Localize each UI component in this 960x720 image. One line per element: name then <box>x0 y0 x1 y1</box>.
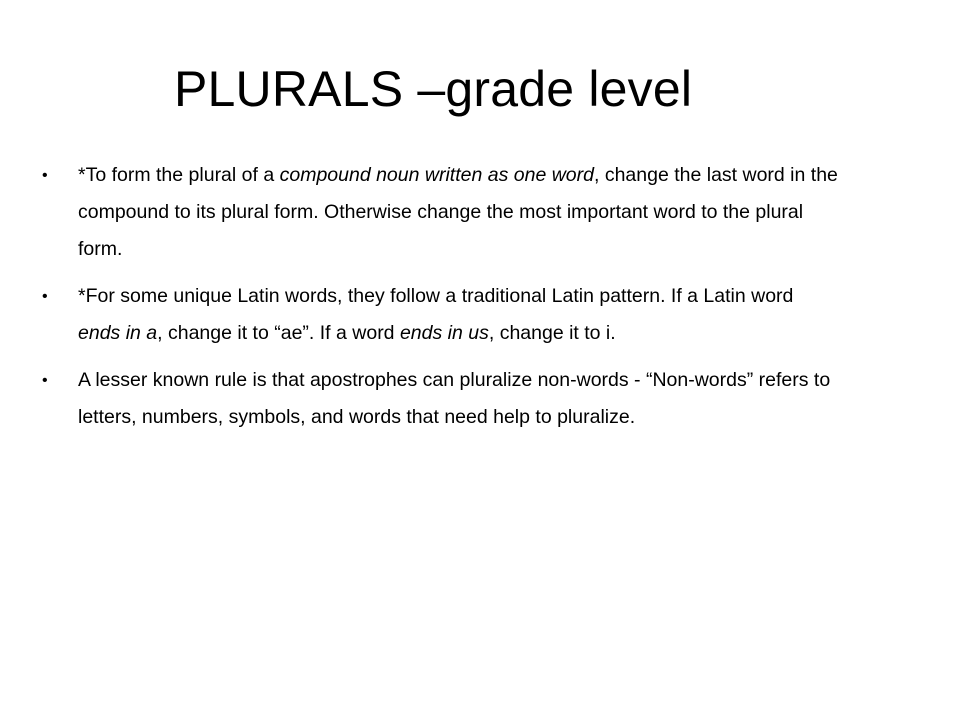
bullet-2-italic-segment: ends in us <box>399 322 489 344</box>
bullet-item-1 <box>40 157 840 268</box>
bullet-1-italic-segment: compound noun written as one word <box>279 164 594 186</box>
bullet-text-2 <box>78 285 793 344</box>
bullet-2-segment: , change it to i. <box>488 322 616 344</box>
bullet-icon: • <box>42 167 48 184</box>
bullet-2-italic-segment: ends in a <box>78 322 158 344</box>
bullet-1-segment: *To form the plural of a <box>78 164 280 186</box>
bullet-2-segment: , change it to “ae”. If a word <box>157 322 400 344</box>
bullet-icon: • <box>42 288 48 305</box>
bullet-text-3 <box>78 369 830 428</box>
bullet-item-3 <box>40 362 840 436</box>
bullet-icon: • <box>42 372 48 389</box>
bullet-2-segment: *For some unique Latin words, they follow a traditional Latin pattern. If a Latin word <box>78 285 794 307</box>
bullet-list <box>40 157 840 446</box>
bullet-text-1 <box>78 164 838 260</box>
bullet-1-segment: , change the last word in the compound to its plural form. Otherwise change the most important word to the plural form. <box>78 164 838 260</box>
bullet-item-2 <box>40 278 840 352</box>
slide-title: PLURALS –grade level <box>174 61 693 117</box>
bullet-3-segment: A lesser known rule is that apostrophes can pluralize non-words - “Non-words” refers to letters, numbers, symbols, and words that need help to pluralize. <box>78 369 831 428</box>
